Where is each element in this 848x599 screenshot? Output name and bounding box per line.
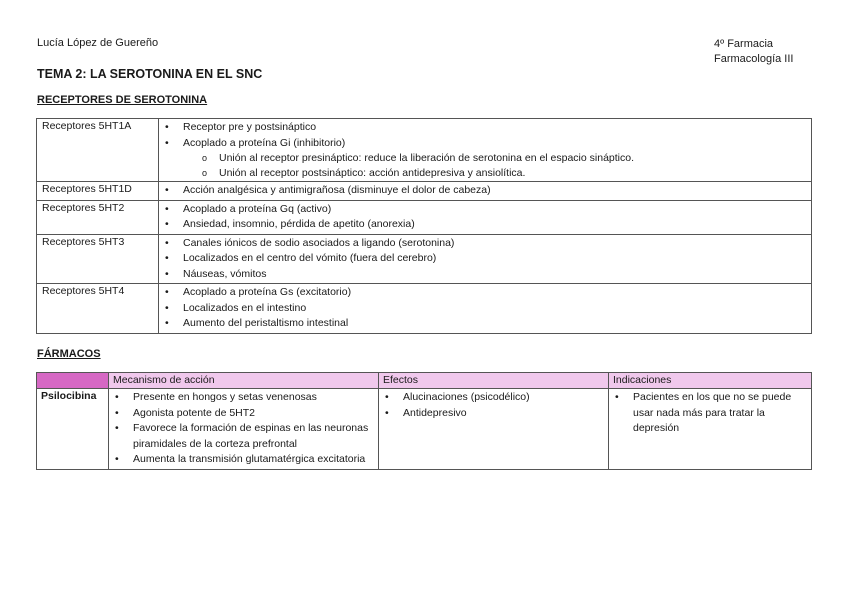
table-row — [37, 389, 812, 470]
drug-effects — [379, 389, 609, 470]
receptor-description — [159, 119, 812, 182]
list-item — [183, 136, 807, 181]
table-row — [37, 200, 812, 234]
receptor-description — [159, 182, 812, 201]
drug-indications — [609, 389, 812, 470]
document-title: TEMA 2: LA SEROTONINA EN EL SNC — [37, 67, 263, 81]
drug-name: Psilocibina — [37, 389, 109, 470]
drugs-heading: FÁRMACOS — [37, 348, 101, 360]
list-item: • Localizados en el intestino — [183, 301, 807, 317]
drugs-table — [36, 372, 812, 470]
list-item: • Presente en hongos y setas venenosas — [133, 390, 374, 406]
receptors-table — [36, 118, 812, 334]
author-name: Lucía López de Guereño — [37, 37, 159, 49]
list-item: • Favorece la formación de espinas en las neuronas piramidales de la corteza prefrontal — [133, 421, 374, 452]
list-item: • Antidepresivo — [403, 406, 604, 422]
receptor-name: Receptores 5HT1A — [37, 119, 159, 182]
table-row — [37, 119, 812, 182]
list-item: • Aumento del peristaltismo intestinal — [183, 316, 807, 332]
list-item-text: Acoplado a proteína Gi (inhibitorio) — [183, 136, 346, 149]
header-cell-mechanism: Mecanismo de acción — [109, 373, 379, 389]
list-item: • Canales iónicos de sodio asociados a ligando (serotonina) — [183, 236, 807, 252]
table-row — [37, 182, 812, 201]
header-cell-indications: Indicaciones — [609, 373, 812, 389]
course-info — [714, 37, 793, 67]
list-item: • Agonista potente de 5HT2 — [133, 406, 374, 422]
header-cell-empty — [37, 373, 109, 389]
course-line-2: Farmacología III — [714, 53, 794, 65]
list-item: • Localizados en el centro del vómito (fuera del cerebro) — [183, 251, 807, 267]
sub-list-item: o Unión al receptor postsináptico: acción antidepresiva y ansiolítica. — [219, 166, 807, 181]
list-item: • Receptor pre y postsináptico — [183, 120, 807, 136]
list-item: • Pacientes en los que no se puede usar nada más para tratar la depresión — [633, 390, 807, 437]
receptors-heading: RECEPTORES DE SEROTONINA — [37, 94, 208, 106]
sub-list-item: o Unión al receptor presináptico: reduce la liberación de serotonina en el espacio sináptico. — [219, 151, 807, 166]
receptor-name: Receptores 5HT2 — [37, 200, 159, 234]
receptor-name: Receptores 5HT4 — [37, 284, 159, 334]
list-item: • Acoplado a proteína Gs (excitatorio) — [183, 285, 807, 301]
drug-mechanism — [109, 389, 379, 470]
list-item: • Acción analgésica y antimigrañosa (disminuye el dolor de cabeza) — [183, 183, 807, 199]
table-row — [37, 234, 812, 284]
receptor-description — [159, 234, 812, 284]
header-cell-effects: Efectos — [379, 373, 609, 389]
receptor-description — [159, 200, 812, 234]
receptor-name: Receptores 5HT3 — [37, 234, 159, 284]
table-row — [37, 284, 812, 334]
list-item: • Náuseas, vómitos — [183, 267, 807, 283]
receptor-name: Receptores 5HT1D — [37, 182, 159, 201]
list-item: • Alucinaciones (psicodélico) — [403, 390, 604, 406]
receptor-description — [159, 284, 812, 334]
list-item: • Acoplado a proteína Gq (activo) — [183, 202, 807, 218]
list-item: • Aumenta la transmisión glutamatérgica excitatoria — [133, 452, 374, 468]
table-header-row — [37, 373, 812, 389]
course-line-1: 4º Farmacia — [714, 38, 774, 50]
list-item: • Ansiedad, insomnio, pérdida de apetito (anorexia) — [183, 217, 807, 233]
